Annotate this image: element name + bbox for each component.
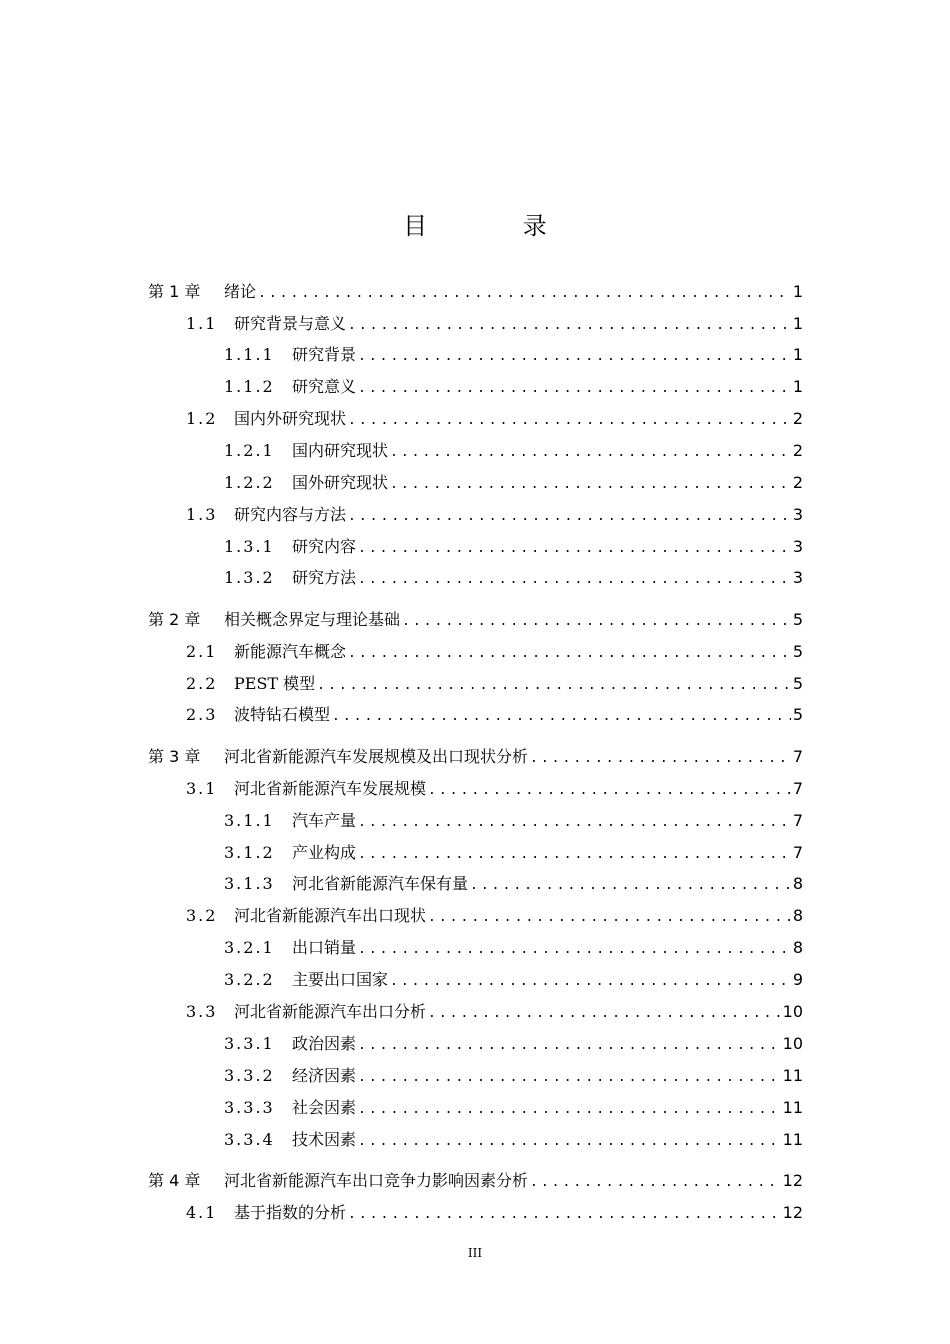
- dot-leader: [317, 675, 791, 697]
- toc-entry[interactable]: [0, 673, 950, 695]
- toc-page: 11: [782, 1098, 803, 1117]
- toc-number: 第 4 章: [148, 1171, 201, 1190]
- toc-title: 基于指数的分析: [234, 1203, 347, 1222]
- toc-title: 相关概念界定与理论基础: [224, 610, 401, 629]
- toc-title: 社会因素: [292, 1098, 357, 1117]
- dot-leader: [358, 1131, 781, 1153]
- toc-title: 技术因素: [292, 1130, 357, 1149]
- dot-leader: [348, 315, 791, 337]
- toc-title: 研究背景与意义: [234, 314, 347, 333]
- toc-number: 第 3 章: [148, 747, 201, 766]
- toc-page: 7: [792, 779, 803, 798]
- toc-title: 研究内容: [292, 537, 357, 556]
- toc-page: 8: [792, 906, 803, 925]
- toc-title: 河北省新能源汽车发展规模及出口现状分析: [224, 747, 529, 766]
- toc-title: 河北省新能源汽车发展规模: [234, 779, 427, 798]
- toc-page: 2: [792, 409, 803, 428]
- toc-title: 研究内容与方法: [234, 505, 347, 524]
- toc-page: 1: [792, 282, 803, 301]
- toc-page: 1: [792, 314, 803, 333]
- toc-number: 3.2: [186, 906, 218, 925]
- page-number: III: [467, 1246, 483, 1260]
- toc-page: 1: [792, 345, 803, 364]
- toc-number: 3.1.1: [224, 811, 275, 830]
- toc-entry[interactable]: [0, 641, 950, 663]
- toc-entry[interactable]: [0, 504, 950, 526]
- toc-title: 经济因素: [292, 1066, 357, 1085]
- toc-page: 2: [792, 441, 803, 460]
- toc-title: 河北省新能源汽车出口现状: [234, 906, 427, 925]
- toc-entry[interactable]: [0, 472, 950, 494]
- toc-page: 5: [792, 610, 803, 629]
- toc-number: 3.3: [186, 1002, 218, 1021]
- toc-entry[interactable]: [0, 281, 950, 303]
- toc-title: 汽车产量: [292, 811, 357, 830]
- toc-number: 第 1 章: [148, 282, 201, 301]
- toc-title: 研究背景: [292, 345, 357, 364]
- toc-title: 主要出口国家: [292, 970, 389, 989]
- toc-entry[interactable]: [0, 1097, 950, 1119]
- toc-page: 11: [782, 1066, 803, 1085]
- toc-number: 第 2 章: [148, 610, 201, 629]
- toc-entry[interactable]: [0, 408, 950, 430]
- toc-number: 3.1.2: [224, 843, 275, 862]
- dot-leader: [258, 283, 791, 305]
- toc-page: 12: [782, 1171, 803, 1190]
- toc-entry[interactable]: [0, 536, 950, 558]
- toc-entry[interactable]: [0, 1033, 950, 1055]
- toc-page: 7: [792, 811, 803, 830]
- toc-number: 3.3.4: [224, 1130, 275, 1149]
- toc-title: 产业构成: [292, 843, 357, 862]
- toc-title: 国内外研究现状: [234, 409, 347, 428]
- toc-entry[interactable]: [0, 778, 950, 800]
- dot-leader: [358, 569, 791, 591]
- toc-entry[interactable]: [0, 440, 950, 462]
- toc-title: 政治因素: [292, 1034, 357, 1053]
- toc-number: 3.3.3: [224, 1098, 275, 1117]
- toc-entry[interactable]: [0, 609, 950, 631]
- toc-title: 研究方法: [292, 568, 357, 587]
- dot-leader: [428, 780, 791, 802]
- toc-number: 3.3.2: [224, 1066, 275, 1085]
- toc-page: 8: [792, 938, 803, 957]
- dot-leader: [348, 1204, 781, 1226]
- toc-number: 2.2: [186, 674, 218, 693]
- dot-leader: [358, 844, 791, 866]
- dot-leader: [332, 706, 791, 728]
- toc-entry[interactable]: [0, 937, 950, 959]
- dot-leader: [358, 346, 791, 368]
- dot-leader: [530, 1172, 781, 1194]
- toc-entry[interactable]: [0, 905, 950, 927]
- toc-entry[interactable]: [0, 567, 950, 589]
- dot-leader: [428, 907, 791, 929]
- toc-entry[interactable]: [0, 873, 950, 895]
- dot-leader: [348, 410, 791, 432]
- dot-leader: [348, 643, 791, 665]
- toc-title: 河北省新能源汽车出口分析: [234, 1002, 427, 1021]
- dot-leader: [358, 812, 791, 834]
- toc-page: 7: [792, 747, 803, 766]
- toc-page: 8: [792, 874, 803, 893]
- toc-title: 研究意义: [292, 377, 357, 396]
- toc-title: PEST 模型: [234, 674, 316, 693]
- toc-number: 1.1.1: [224, 345, 275, 364]
- toc-entry[interactable]: [0, 1202, 950, 1224]
- dot-leader: [358, 1099, 781, 1121]
- toc-page: 5: [792, 642, 803, 661]
- page-title: 目 录: [403, 212, 591, 240]
- toc-number: 2.1: [186, 642, 218, 661]
- toc-number: 1.2: [186, 409, 218, 428]
- dot-leader: [358, 538, 791, 560]
- toc-page: 7: [792, 843, 803, 862]
- toc-number: 1.1.2: [224, 377, 275, 396]
- toc-title: 国内研究现状: [292, 441, 389, 460]
- toc-title: 国外研究现状: [292, 473, 389, 492]
- toc-number: 3.2.1: [224, 938, 275, 957]
- dot-leader: [390, 474, 791, 496]
- toc-entry[interactable]: [0, 704, 950, 726]
- toc-page: 3: [792, 568, 803, 587]
- toc-page: 2: [792, 473, 803, 492]
- toc-entry[interactable]: [0, 1170, 950, 1192]
- toc-page: 9: [792, 970, 803, 989]
- dot-leader: [358, 939, 791, 961]
- toc-number: 3.1: [186, 779, 218, 798]
- toc-number: 2.3: [186, 705, 218, 724]
- dot-leader: [390, 971, 791, 993]
- toc-entry[interactable]: [0, 1129, 950, 1151]
- dot-leader: [530, 748, 791, 770]
- toc-page: 1: [792, 377, 803, 396]
- toc-number: 1.2.2: [224, 473, 275, 492]
- toc-title: 河北省新能源汽车出口竞争力影响因素分析: [224, 1171, 529, 1190]
- toc-entry[interactable]: [0, 344, 950, 366]
- toc-entry[interactable]: [0, 842, 950, 864]
- toc-number: 3.1.3: [224, 874, 275, 893]
- dot-leader: [428, 1003, 781, 1025]
- toc-page: 12: [782, 1203, 803, 1222]
- toc-title: 新能源汽车概念: [234, 642, 347, 661]
- toc-entry[interactable]: [0, 313, 950, 335]
- toc-number: 3.2.2: [224, 970, 275, 989]
- toc-title: 出口销量: [292, 938, 357, 957]
- toc-entry[interactable]: [0, 810, 950, 832]
- dot-leader: [358, 1035, 781, 1057]
- toc-number: 1.3.1: [224, 537, 275, 556]
- toc-entry[interactable]: [0, 376, 950, 398]
- dot-leader: [348, 506, 791, 528]
- toc-page: 5: [792, 705, 803, 724]
- toc-page: 10: [782, 1034, 803, 1053]
- toc-number: 1.2.1: [224, 441, 275, 460]
- toc-page: 10: [782, 1002, 803, 1021]
- dot-leader: [390, 442, 791, 464]
- toc-number: 1.3.2: [224, 568, 275, 587]
- toc-number: 4.1: [186, 1203, 218, 1222]
- toc-entry[interactable]: [0, 1065, 950, 1087]
- toc-number: 1.1: [186, 314, 218, 333]
- toc-title: 河北省新能源汽车保有量: [292, 874, 469, 893]
- toc-title: 波特钻石模型: [234, 705, 331, 724]
- toc-page: 5: [792, 674, 803, 693]
- toc-page: 3: [792, 505, 803, 524]
- dot-leader: [358, 378, 791, 400]
- toc-title: 绪论: [224, 282, 257, 301]
- toc-entry[interactable]: [0, 1001, 950, 1023]
- toc-entry[interactable]: [0, 969, 950, 991]
- dot-leader: [358, 1067, 781, 1089]
- toc-number: 1.3: [186, 505, 218, 524]
- dot-leader: [402, 611, 791, 633]
- toc-number: 3.3.1: [224, 1034, 275, 1053]
- toc-entry[interactable]: [0, 746, 950, 768]
- dot-leader: [470, 875, 791, 897]
- toc-page: 3: [792, 537, 803, 556]
- toc-page: 11: [782, 1130, 803, 1149]
